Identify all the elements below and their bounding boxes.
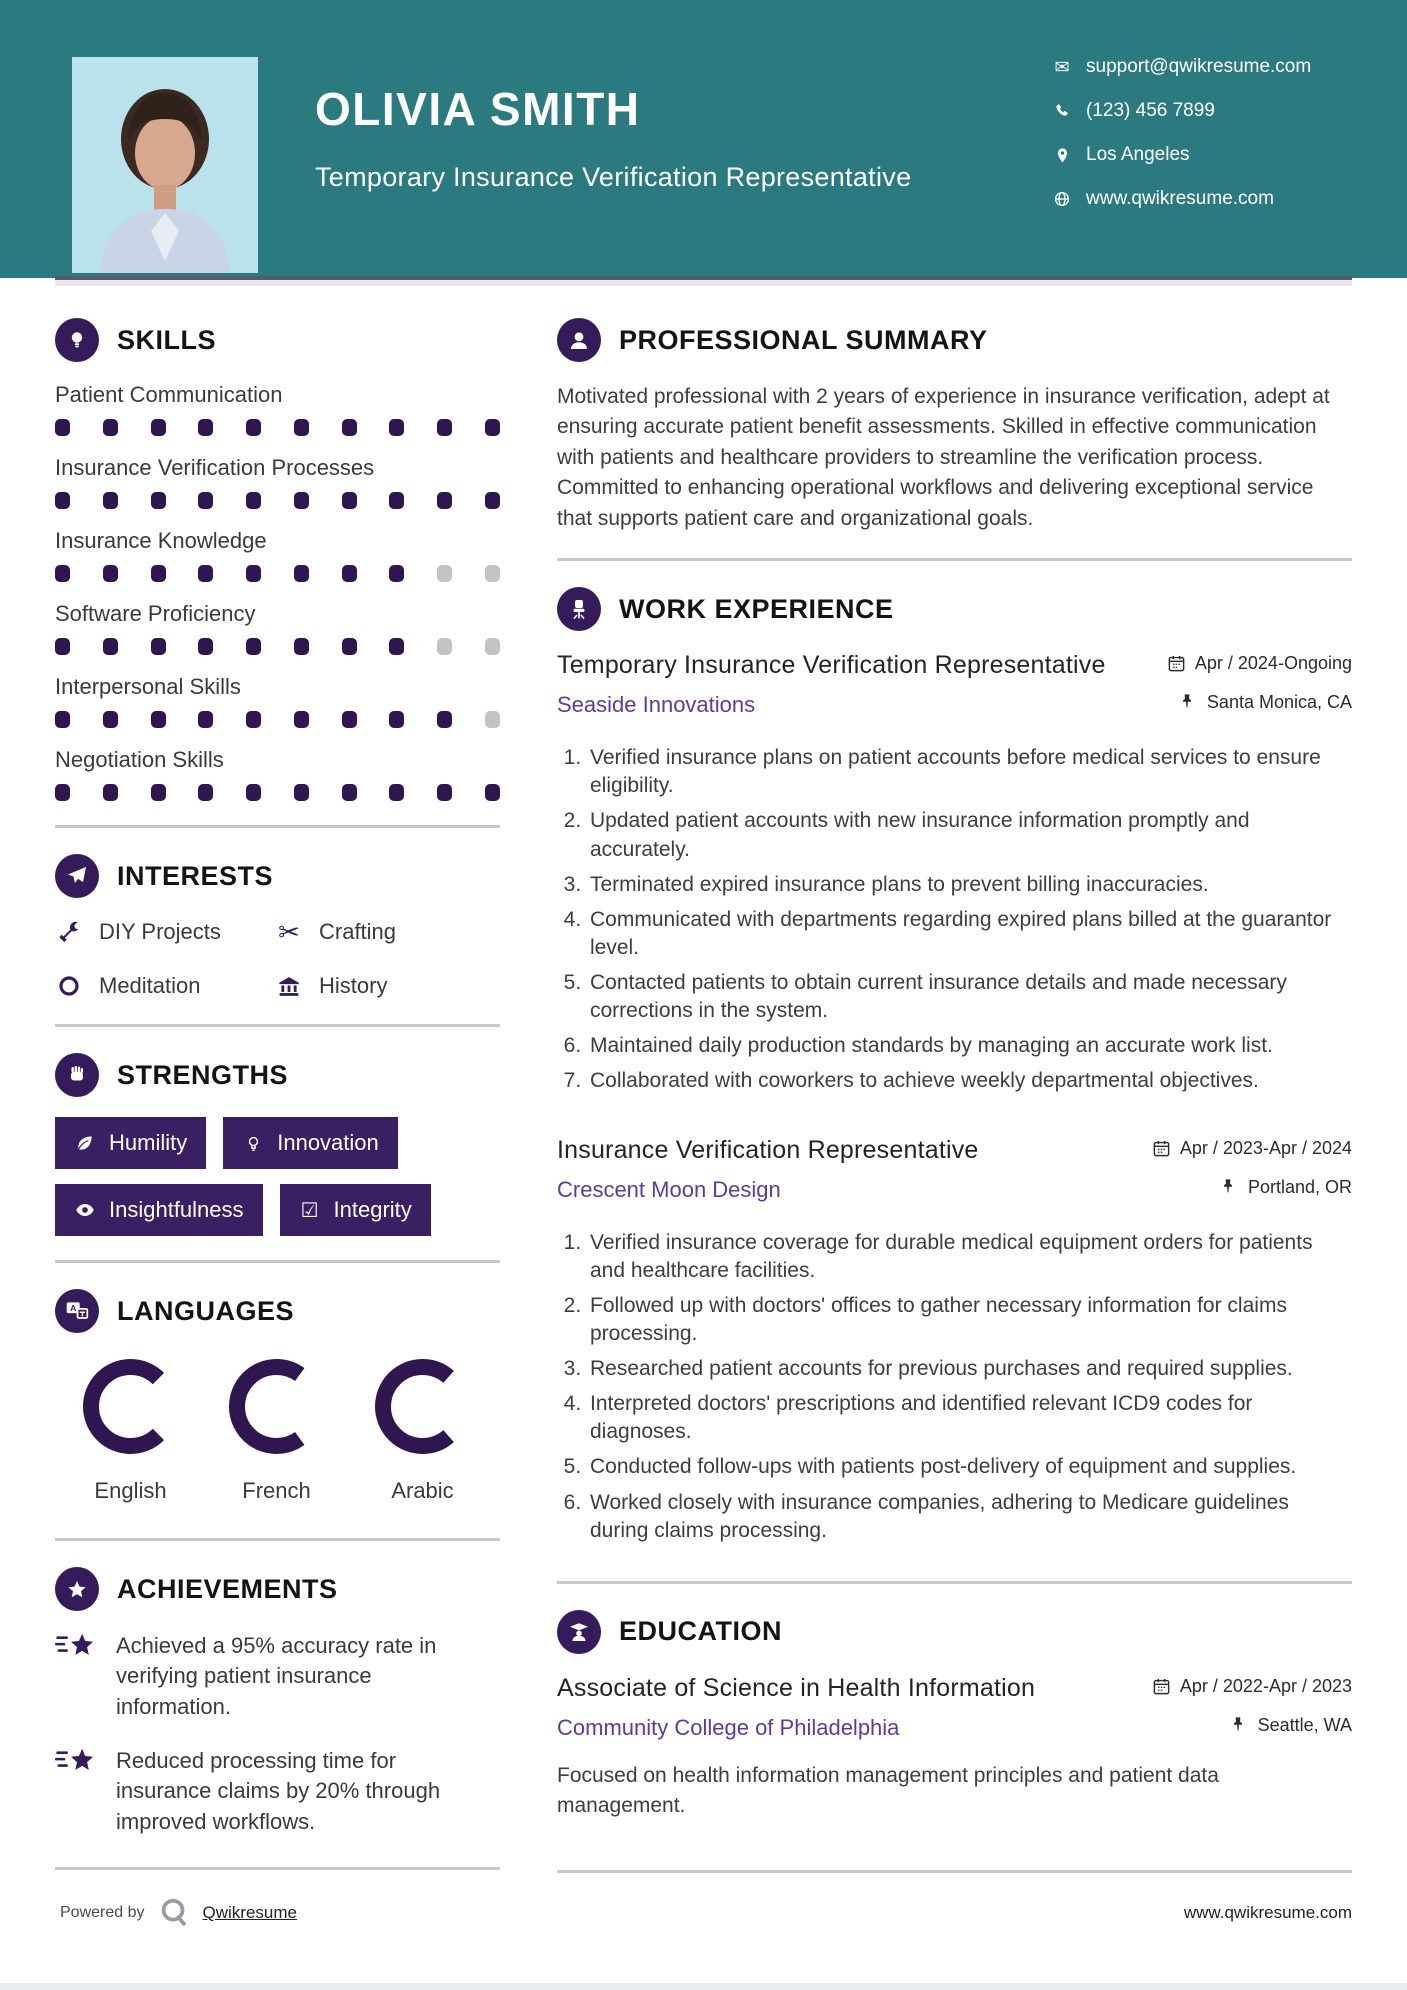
interest-label: DIY Projects [99, 919, 221, 944]
skill-dot-filled [389, 492, 404, 509]
contact-email [1052, 56, 1311, 78]
job-company-row [557, 692, 1352, 718]
language-donut [229, 1359, 324, 1454]
job-company: Seaside Innovations [557, 692, 756, 718]
skill-dot-filled [246, 419, 261, 436]
contact-location [1052, 144, 1311, 166]
skill-dot-filled [55, 492, 70, 509]
svg-text:A: A [70, 1302, 77, 1313]
skill-label: Interpersonal Skills [55, 674, 241, 699]
language-item [355, 1359, 490, 1504]
skill-dot-filled [437, 784, 452, 801]
skill-dot-empty [485, 711, 500, 728]
skill-dot-filled [437, 711, 452, 728]
contact-location-text: Los Angeles [1086, 144, 1190, 165]
interest-item [55, 918, 275, 946]
skill-dot-filled [485, 419, 500, 436]
divider [557, 1581, 1352, 1584]
skill-level-dots [55, 492, 500, 509]
skill-dot-filled [151, 784, 166, 801]
interest-item [275, 918, 500, 946]
skill-dot-filled [198, 492, 213, 509]
job-company: Crescent Moon Design [557, 1176, 781, 1202]
powered-by-text: Powered by [60, 1904, 145, 1921]
strength-badges [55, 1117, 500, 1236]
education-school: Community College of Philadelphia [557, 1714, 900, 1740]
skill-item [55, 601, 500, 655]
contact-phone-text: (123) 456 7899 [1086, 100, 1215, 121]
calendar-icon [1152, 1677, 1171, 1696]
section-languages [55, 1289, 500, 1504]
skill-level-dots [55, 638, 500, 655]
skills-heading: SKILLS [117, 324, 217, 355]
graduate-icon [557, 1610, 601, 1654]
interests-grid [55, 918, 500, 1000]
skill-dot-filled [342, 492, 357, 509]
qwikresume-logo-icon [157, 1896, 191, 1930]
candidate-name: OLIVIA SMITH [315, 83, 641, 135]
achievement-item [55, 1631, 500, 1722]
job-dates-row [1167, 653, 1352, 674]
scissors-icon: ✂ [278, 916, 300, 947]
calendar-icon [1167, 654, 1186, 673]
skill-dot-filled [55, 565, 70, 582]
strength-label: Innovation [277, 1130, 379, 1155]
skill-dot-filled [55, 638, 70, 655]
location-icon [1052, 145, 1072, 165]
education-location: Seattle, WA [1257, 1714, 1352, 1735]
languages-heading-row [55, 1289, 500, 1333]
language-label: Arabic [391, 1478, 454, 1503]
bulb-icon [242, 1132, 264, 1154]
job-bullet: 6. Worked closely with insurance companies, adhering to Medicare guidelines during claims processing. [587, 1489, 1352, 1545]
skill-label: Negotiation Skills [55, 747, 224, 772]
job-head-row [557, 1136, 1352, 1165]
summary-text: Motivated professional with 2 years of experience in insurance verification, adept at ensuring accurate patient benefit assessments. Skilled in effective communication with patients and healthcare providers to streamline the verification process. Committed to enhancing operational workflows and delivering exceptional service that supports patient care and organizational goals. [557, 385, 1330, 530]
leaf-icon [74, 1132, 96, 1154]
contact-block [1052, 56, 1311, 232]
medal-star-icon [55, 1567, 99, 1611]
divider [557, 558, 1352, 561]
job-title: Temporary Insurance Verification Representative [557, 651, 1106, 680]
powered-by-block [60, 1896, 297, 1930]
job-bullet: 5. Conducted follow-ups with patients post-delivery of equipment and supplies. [587, 1453, 1352, 1481]
wrench-icon [55, 918, 83, 946]
job-location: Santa Monica, CA [1206, 692, 1352, 713]
interests-heading-row [55, 854, 500, 898]
skill-level-dots [55, 565, 500, 582]
skill-dot-filled [342, 565, 357, 582]
skill-dot-filled [103, 711, 118, 728]
strength-badge [55, 1184, 263, 1236]
skill-dot-filled [294, 492, 309, 509]
education-heading-row [557, 1610, 1352, 1654]
skill-label: Insurance Verification Processes [55, 455, 375, 480]
skill-dot-filled [246, 638, 261, 655]
skill-label: Insurance Knowledge [55, 528, 267, 553]
languages-row [55, 1353, 500, 1504]
skill-dot-filled [342, 638, 357, 655]
language-label: English [94, 1478, 167, 1503]
job-bullet: 4. Interpreted doctors' prescriptions and identified relevant ICD9 codes for diagnoses. [587, 1390, 1352, 1446]
divider [55, 1867, 500, 1870]
skill-dot-filled [389, 638, 404, 655]
contact-website-text: www.qwikresume.com [1086, 188, 1274, 209]
education-school-row [557, 1715, 1352, 1741]
qwikresume-link[interactable]: Qwikresume [202, 1903, 297, 1922]
strength-label: Insightfulness [109, 1197, 244, 1222]
skills-heading-row [55, 318, 500, 362]
skill-dot-filled [246, 784, 261, 801]
skill-item [55, 382, 500, 436]
interest-item [275, 972, 500, 1000]
job-location-row [1179, 692, 1352, 713]
section-achievements [55, 1567, 500, 1837]
section-interests [55, 854, 500, 1000]
education-location-row [1230, 1715, 1352, 1736]
shooting-star-icon [55, 1746, 99, 1780]
portrait-illustration [72, 57, 258, 273]
language-label: French [242, 1478, 311, 1503]
achievement-text: Reduced processing time for insurance claims by 20% through improved workflows. [116, 1748, 441, 1834]
education-description: Focused on health information management principles and patient data management. [557, 1763, 1219, 1817]
contact-phone [1052, 100, 1311, 122]
skill-label: Software Proficiency [55, 601, 256, 626]
interest-item [55, 972, 275, 1000]
skill-dot-empty [437, 638, 452, 655]
skill-dot-filled [342, 419, 357, 436]
education-heading: EDUCATION [619, 1616, 782, 1647]
section-experience [557, 587, 1352, 1545]
skill-item [55, 674, 500, 728]
skill-dot-filled [389, 565, 404, 582]
calendar-icon [1152, 1139, 1171, 1158]
education-head-row [557, 1674, 1352, 1703]
strength-badge [55, 1117, 206, 1169]
skill-dot-filled [294, 638, 309, 655]
eye-icon [74, 1199, 96, 1221]
divider [55, 1260, 500, 1263]
contact-website [1052, 188, 1311, 210]
divider [55, 825, 500, 828]
section-skills [55, 318, 500, 801]
language-item [63, 1359, 198, 1504]
job-dates: Apr / 2023-Apr / 2024 [1179, 1137, 1352, 1158]
phone-icon [1052, 101, 1072, 121]
sidebar [55, 318, 500, 1896]
strengths-heading-row [55, 1053, 500, 1097]
interest-label: History [319, 973, 388, 998]
skill-level-dots [55, 711, 500, 728]
divider [557, 1870, 1352, 1873]
job-entry [557, 651, 1352, 1095]
job-bullet-list [557, 744, 1352, 1095]
contact-email-text: support@qwikresume.com [1086, 56, 1312, 77]
strength-badge [280, 1184, 431, 1236]
divider [55, 1538, 500, 1541]
skill-dot-filled [103, 784, 118, 801]
skill-dot-filled [485, 784, 500, 801]
job-bullet: 6. Maintained daily production standards by managing an accurate work list. [587, 1032, 1352, 1060]
job-bullet: 4. Communicated with departments regarding expired plans billed at the guarantor level. [587, 906, 1352, 962]
interest-label: Crafting [319, 919, 397, 944]
skill-dot-filled [103, 492, 118, 509]
skill-dot-filled [151, 419, 166, 436]
skill-dot-filled [389, 784, 404, 801]
language-donut [375, 1359, 470, 1454]
summary-heading: PROFESSIONAL SUMMARY [619, 324, 988, 355]
skill-dot-filled [151, 492, 166, 509]
skill-level-dots [55, 784, 500, 801]
skill-dot-filled [55, 784, 70, 801]
job-entry [557, 1136, 1352, 1545]
skill-dot-filled [55, 711, 70, 728]
lightbulb-icon [55, 318, 99, 362]
skill-dot-filled [437, 419, 452, 436]
achievements-heading: ACHIEVEMENTS [117, 1573, 338, 1604]
divider [55, 1024, 500, 1027]
skill-dot-empty [485, 565, 500, 582]
skill-dot-filled [342, 784, 357, 801]
skill-level-dots [55, 419, 500, 436]
strength-label: Integrity [333, 1197, 412, 1222]
job-dates-row [1152, 1138, 1352, 1159]
summary-heading-row [557, 318, 1352, 362]
skill-dot-filled [198, 638, 213, 655]
skill-dot-filled [389, 419, 404, 436]
office-chair-icon [557, 587, 601, 631]
skill-dot-filled [198, 711, 213, 728]
main-content [557, 318, 1352, 1899]
language-donut [83, 1359, 178, 1454]
job-dates: Apr / 2024-Ongoing [1194, 653, 1352, 674]
skill-dot-filled [294, 711, 309, 728]
job-bullet: 2. Updated patient accounts with new insurance information promptly and accurately. [587, 807, 1352, 863]
skill-dot-filled [151, 565, 166, 582]
education-dates-row [1152, 1676, 1352, 1697]
job-head-row [557, 651, 1352, 680]
email-icon: ✉ [1054, 57, 1070, 77]
bottom-strip [0, 1983, 1407, 1990]
globe-icon [1052, 189, 1072, 209]
pushpin-icon [1220, 1178, 1239, 1197]
skill-item [55, 455, 500, 509]
strength-label: Humility [109, 1130, 188, 1155]
skill-dot-filled [246, 565, 261, 582]
user-icon [557, 318, 601, 362]
skill-dot-empty [485, 638, 500, 655]
checkbox-icon: ☑ [300, 1199, 319, 1222]
pushpin-icon [1179, 693, 1198, 712]
paper-plane-icon [55, 854, 99, 898]
job-bullet: 7. Collaborated with coworkers to achieve weekly departmental objectives. [587, 1067, 1352, 1095]
achievements-heading-row [55, 1567, 500, 1611]
job-bullet: 1. Verified insurance coverage for durable medical equipment orders for patients and healthcare facilities. [587, 1229, 1352, 1285]
museum-icon [275, 972, 303, 1000]
pushpin-icon [1230, 1716, 1249, 1735]
experience-heading: WORK EXPERIENCE [619, 593, 894, 624]
strength-badge [223, 1117, 398, 1169]
translate-icon [55, 1289, 99, 1333]
header-band [0, 0, 1407, 278]
job-company-row [557, 1177, 1352, 1203]
skill-dot-filled [342, 711, 357, 728]
skill-dot-filled [198, 419, 213, 436]
job-location-row [1220, 1177, 1352, 1198]
job-bullet: 5. Contacted patients to obtain current insurance details and made necessary corrections in the system. [587, 969, 1352, 1025]
profile-photo [72, 57, 258, 273]
achievement-item [55, 1746, 500, 1837]
header-understrip [55, 280, 1352, 286]
section-education [557, 1610, 1352, 1821]
skill-dot-filled [389, 711, 404, 728]
job-bullet: 3. Terminated expired insurance plans to prevent billing inaccuracies. [587, 871, 1352, 899]
skill-item [55, 747, 500, 801]
skill-dot-filled [151, 638, 166, 655]
skill-dot-filled [198, 565, 213, 582]
skill-dot-filled [294, 784, 309, 801]
footer [60, 1896, 1352, 1930]
skill-dot-empty [437, 565, 452, 582]
interests-heading: INTERESTS [117, 860, 274, 891]
job-bullet: 1. Verified insurance plans on patient accounts before medical services to ensure eligibility. [587, 744, 1352, 800]
shooting-star-icon [55, 1631, 99, 1665]
skill-dot-filled [103, 419, 118, 436]
job-title: Insurance Verification Representative [557, 1135, 979, 1164]
interest-label: Meditation [99, 973, 201, 998]
skill-dot-filled [246, 711, 261, 728]
experience-heading-row [557, 587, 1352, 631]
skill-dot-filled [246, 492, 261, 509]
skill-dot-filled [151, 711, 166, 728]
job-location: Portland, OR [1247, 1176, 1352, 1197]
section-summary [557, 318, 1352, 534]
job-bullet-list [557, 1229, 1352, 1545]
skill-dot-filled [437, 492, 452, 509]
skill-dot-filled [294, 565, 309, 582]
job-bullet: 2. Followed up with doctors' offices to gather necessary information for claims processing. [587, 1292, 1352, 1348]
skill-dot-filled [103, 565, 118, 582]
skill-item [55, 528, 500, 582]
strengths-heading: STRENGTHS [117, 1059, 289, 1090]
education-dates: Apr / 2022-Apr / 2023 [1179, 1675, 1352, 1696]
language-item [209, 1359, 344, 1504]
section-strengths [55, 1053, 500, 1236]
skill-label: Patient Communication [55, 382, 283, 407]
job-bullet: 3. Researched patient accounts for previous purchases and required supplies. [587, 1355, 1352, 1383]
languages-heading: LANGUAGES [117, 1295, 295, 1326]
skill-dot-filled [55, 419, 70, 436]
achievement-text: Achieved a 95% accuracy rate in verifying patient insurance information. [116, 1633, 437, 1719]
education-degree: Associate of Science in Health Information [557, 1673, 1036, 1702]
footer-website[interactable]: www.qwikresume.com [1183, 1903, 1352, 1922]
fist-icon [55, 1053, 99, 1097]
skill-dot-filled [294, 419, 309, 436]
candidate-title: Temporary Insurance Verification Representative [315, 162, 912, 192]
skill-dot-filled [485, 492, 500, 509]
skill-dot-filled [103, 638, 118, 655]
skill-dot-filled [198, 784, 213, 801]
ring-icon [55, 972, 83, 1000]
